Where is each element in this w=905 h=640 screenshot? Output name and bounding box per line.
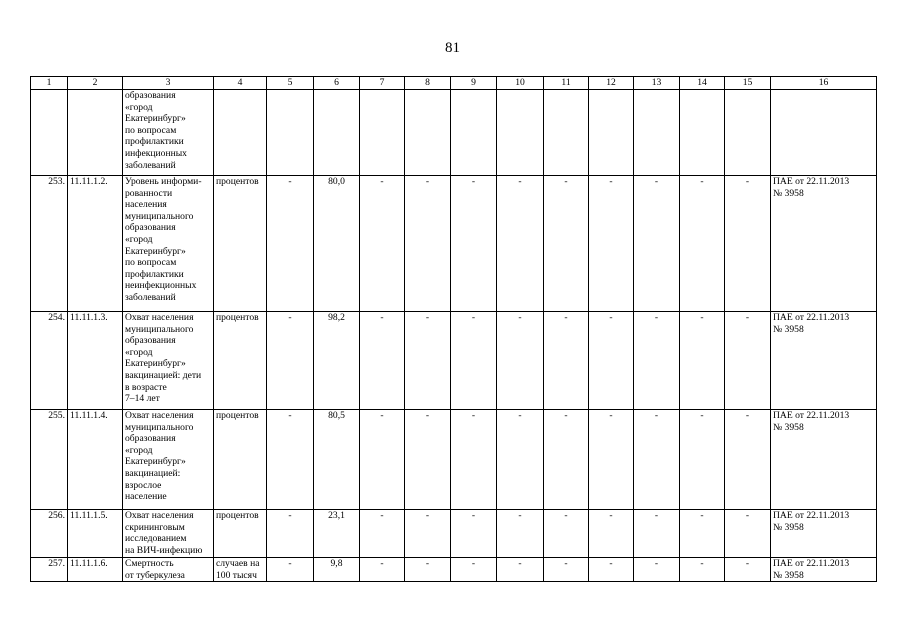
value-col5-cell: - xyxy=(267,558,314,582)
value-col5-cell: - xyxy=(267,312,314,410)
column-number-row xyxy=(31,77,877,90)
column-header-12: 12 xyxy=(589,77,634,90)
value-col13-cell: - xyxy=(634,510,680,558)
value-col8-cell xyxy=(405,90,451,176)
value-col7-cell: - xyxy=(360,558,405,582)
value-col10-cell xyxy=(497,90,544,176)
value-col12-cell: - xyxy=(589,312,634,410)
column-header-6: 6 xyxy=(314,77,360,90)
value-col10-cell: - xyxy=(497,510,544,558)
code-cell xyxy=(68,90,123,176)
code-cell: 11.11.1.3. xyxy=(68,312,123,410)
value-col7-cell: - xyxy=(360,312,405,410)
value-col10-cell: - xyxy=(497,558,544,582)
value-col6-cell xyxy=(314,90,360,176)
value-col6-cell: 80,0 xyxy=(314,176,360,312)
value-col5-cell: - xyxy=(267,510,314,558)
value-col12-cell: - xyxy=(589,176,634,312)
value-col10-cell: - xyxy=(497,312,544,410)
value-col14-cell: - xyxy=(680,312,725,410)
column-header-10: 10 xyxy=(497,77,544,90)
value-col6-cell: 98,2 xyxy=(314,312,360,410)
value-col9-cell: - xyxy=(451,410,497,510)
table-row xyxy=(31,410,877,510)
indicator-name-cell: Уровень информи- рованности населения муниципального образования «город Екатеринбург» по вопросам профилактики неинфекционных заболеваний xyxy=(123,176,214,312)
value-col10-cell: - xyxy=(497,176,544,312)
value-col7-cell: - xyxy=(360,176,405,312)
indicator-name-cell: образования «город Екатеринбург» по вопросам профилактики инфекционных заболеваний xyxy=(123,90,214,176)
value-col11-cell: - xyxy=(544,510,589,558)
basis-document-cell: ПАЕ от 22.11.2013 № 3958 xyxy=(771,558,877,582)
value-col9-cell: - xyxy=(451,510,497,558)
basis-document-cell: ПАЕ от 22.11.2013 № 3958 xyxy=(771,312,877,410)
value-col7-cell: - xyxy=(360,410,405,510)
value-col6-cell: 9,8 xyxy=(314,558,360,582)
table-body xyxy=(31,77,877,582)
indicator-name-cell: Охват населения муниципального образования «город Екатеринбург» вакцинацией: дети в возрасте 7–14 лет xyxy=(123,312,214,410)
indicator-name-cell: Охват населения муниципального образования «город Екатеринбург» вакцинацией: взрослое население xyxy=(123,410,214,510)
value-col15-cell: - xyxy=(725,410,771,510)
value-col11-cell: - xyxy=(544,312,589,410)
column-header-15: 15 xyxy=(725,77,771,90)
column-header-9: 9 xyxy=(451,77,497,90)
value-col5-cell: - xyxy=(267,410,314,510)
basis-document-cell: ПАЕ от 22.11.2013 № 3958 xyxy=(771,410,877,510)
column-header-14: 14 xyxy=(680,77,725,90)
basis-document-cell: ПАЕ от 22.11.2013 № 3958 xyxy=(771,510,877,558)
value-col11-cell: - xyxy=(544,410,589,510)
value-col5-cell xyxy=(267,90,314,176)
value-col7-cell: - xyxy=(360,510,405,558)
indicator-name-cell: Смертность от туберкулеза xyxy=(123,558,214,582)
value-col11-cell: - xyxy=(544,176,589,312)
unit-cell: случаев на 100 тысяч xyxy=(214,558,267,582)
value-col13-cell xyxy=(634,90,680,176)
value-col12-cell: - xyxy=(589,558,634,582)
value-col10-cell: - xyxy=(497,410,544,510)
row-number-cell: 256. xyxy=(31,510,68,558)
value-col5-cell: - xyxy=(267,176,314,312)
page-number: 81 xyxy=(445,40,460,56)
value-col6-cell: 80,5 xyxy=(314,410,360,510)
unit-cell: процентов xyxy=(214,510,267,558)
row-number-cell: 257. xyxy=(31,558,68,582)
value-col14-cell: - xyxy=(680,176,725,312)
indicator-name-cell: Охват населения скрининговым исследованием на ВИЧ-инфекцию xyxy=(123,510,214,558)
table-row xyxy=(31,558,877,582)
column-header-1: 1 xyxy=(31,77,68,90)
value-col13-cell: - xyxy=(634,410,680,510)
column-header-8: 8 xyxy=(405,77,451,90)
value-col8-cell: - xyxy=(405,176,451,312)
value-col9-cell: - xyxy=(451,558,497,582)
column-header-2: 2 xyxy=(68,77,123,90)
value-col13-cell: - xyxy=(634,312,680,410)
column-header-13: 13 xyxy=(634,77,680,90)
code-cell: 11.11.1.6. xyxy=(68,558,123,582)
value-col14-cell: - xyxy=(680,510,725,558)
unit-cell: процентов xyxy=(214,410,267,510)
value-col13-cell: - xyxy=(634,558,680,582)
row-number-cell xyxy=(31,90,68,176)
value-col9-cell xyxy=(451,90,497,176)
column-header-3: 3 xyxy=(123,77,214,90)
column-header-4: 4 xyxy=(214,77,267,90)
value-col12-cell xyxy=(589,90,634,176)
row-number-cell: 254. xyxy=(31,312,68,410)
value-col8-cell: - xyxy=(405,312,451,410)
basis-document-cell: ПАЕ от 22.11.2013 № 3958 xyxy=(771,176,877,312)
value-col15-cell xyxy=(725,90,771,176)
value-col11-cell: - xyxy=(544,558,589,582)
unit-cell: процентов xyxy=(214,176,267,312)
table-row xyxy=(31,176,877,312)
value-col12-cell: - xyxy=(589,410,634,510)
table-row xyxy=(31,312,877,410)
value-col15-cell: - xyxy=(725,312,771,410)
column-header-16: 16 xyxy=(771,77,877,90)
column-header-5: 5 xyxy=(267,77,314,90)
value-col13-cell: - xyxy=(634,176,680,312)
indicators-table xyxy=(30,76,877,582)
value-col14-cell: - xyxy=(680,410,725,510)
value-col15-cell: - xyxy=(725,176,771,312)
column-header-11: 11 xyxy=(544,77,589,90)
value-col12-cell: - xyxy=(589,510,634,558)
value-col8-cell: - xyxy=(405,558,451,582)
value-col14-cell: - xyxy=(680,558,725,582)
value-col8-cell: - xyxy=(405,510,451,558)
row-number-cell: 255. xyxy=(31,410,68,510)
code-cell: 11.11.1.4. xyxy=(68,410,123,510)
value-col9-cell: - xyxy=(451,176,497,312)
basis-document-cell xyxy=(771,90,877,176)
value-col6-cell: 23,1 xyxy=(314,510,360,558)
value-col9-cell: - xyxy=(451,312,497,410)
code-cell: 11.11.1.5. xyxy=(68,510,123,558)
unit-cell: процентов xyxy=(214,312,267,410)
value-col11-cell xyxy=(544,90,589,176)
unit-cell xyxy=(214,90,267,176)
value-col8-cell: - xyxy=(405,410,451,510)
row-number-cell: 253. xyxy=(31,176,68,312)
value-col7-cell xyxy=(360,90,405,176)
table-row xyxy=(31,90,877,176)
value-col15-cell: - xyxy=(725,510,771,558)
value-col14-cell xyxy=(680,90,725,176)
table-row xyxy=(31,510,877,558)
column-header-7: 7 xyxy=(360,77,405,90)
code-cell: 11.11.1.2. xyxy=(68,176,123,312)
value-col15-cell: - xyxy=(725,558,771,582)
